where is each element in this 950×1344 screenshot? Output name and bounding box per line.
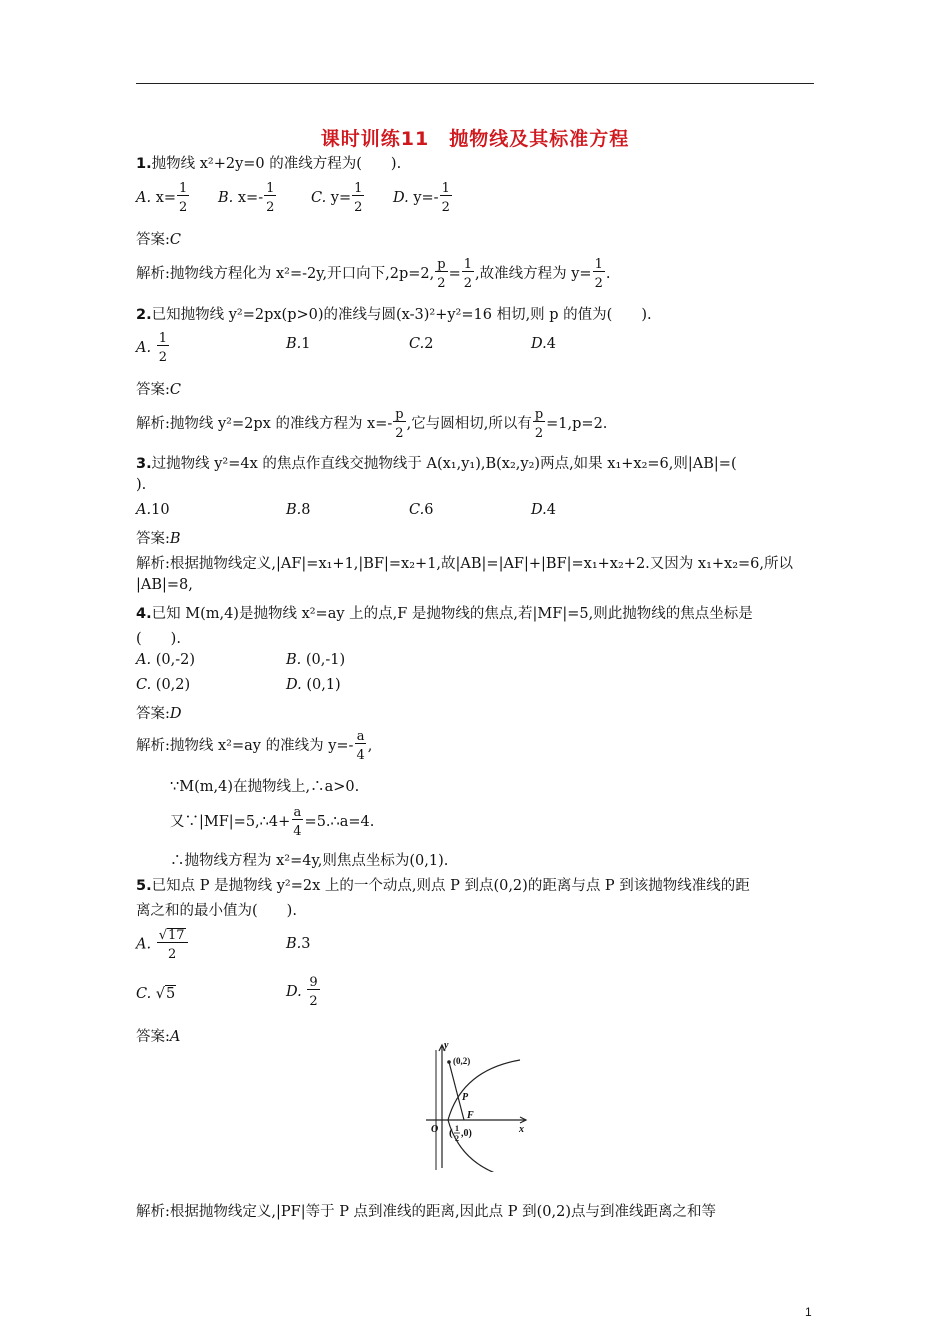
- f-label: F: [467, 1110, 474, 1121]
- q2-analysis: [136, 408, 607, 440]
- q2-answer: [136, 378, 181, 399]
- q3-option-a: [136, 502, 170, 518]
- frac-den: 2: [179, 200, 188, 215]
- option-text: 10: [151, 502, 170, 518]
- frac-num: a: [356, 729, 365, 744]
- analysis-frac: [462, 258, 474, 290]
- q1-option-d-letter: D.: [393, 190, 409, 206]
- frac-num: 1: [441, 181, 450, 196]
- frac-den: 2: [463, 276, 472, 291]
- q3-option-d: [531, 502, 556, 518]
- radicand: 17: [168, 928, 185, 943]
- frac-num: p: [437, 257, 446, 272]
- q2-option-d: [531, 336, 556, 352]
- answer-value: A: [169, 1029, 181, 1045]
- frac-num: a: [293, 805, 302, 820]
- q1-stem: 抛物线 x²+2y=0 的准线方程为( ).: [151, 156, 402, 172]
- q1-option-b-frac: [264, 182, 276, 214]
- q5-stem: 已知点 P 是抛物线 y²=2x 上的一个动点,则点 P 到点(0,2)的距离与点 P 到该抛物线准线的距: [151, 878, 750, 894]
- q4-stem: 已知 M(m,4)是抛物线 x²=ay 上的点,F 是抛物线的焦点,若|MF|=5,则此抛物线的焦点坐标是: [151, 606, 753, 622]
- option-frac: [157, 332, 169, 364]
- option-letter: A.: [136, 652, 152, 668]
- answer-value: C: [169, 382, 181, 398]
- analysis-text: =5.∴a=4.: [304, 814, 375, 830]
- q1-option-d-text: y=-: [413, 190, 439, 206]
- answer-value: B: [169, 531, 181, 547]
- q4-option-c: [136, 677, 190, 693]
- q5-option-a: [136, 928, 189, 961]
- option-letter: D.: [286, 677, 302, 693]
- analysis-text: =: [448, 266, 461, 282]
- option-text: (0,2): [155, 677, 191, 693]
- q1-option-a-text: x=: [155, 190, 177, 206]
- option-text: 2: [424, 336, 434, 352]
- q4-number: 4.: [136, 606, 152, 622]
- q2-number: 2.: [136, 307, 152, 323]
- q3-stem-line: [136, 452, 737, 473]
- frac-den: 4: [293, 824, 302, 839]
- analysis-text: 解析:抛物线 y²=2px 的准线方程为 x=-: [136, 416, 393, 432]
- option-text: 4: [546, 502, 556, 518]
- option-letter: B.: [286, 652, 302, 668]
- option-frac: [157, 928, 188, 961]
- option-letter: A.: [136, 936, 152, 953]
- frac-num: 1: [179, 181, 188, 196]
- q2-option-c: [409, 336, 433, 352]
- option-text: (0,-1): [305, 652, 346, 668]
- q5-option-d: [286, 976, 321, 1008]
- focus-tail: ,0): [461, 1128, 472, 1139]
- analysis-text: .: [605, 266, 611, 282]
- q1-option-c: [311, 182, 365, 214]
- option-letter: C.: [409, 502, 425, 518]
- q1-analysis: [136, 258, 610, 290]
- answer-value: C: [169, 232, 181, 248]
- page-title: 课时训练11 抛物线及其标准方程: [320, 128, 630, 150]
- p-label: P: [462, 1092, 469, 1103]
- q1-option-a-frac: [177, 182, 189, 214]
- frac-num: 9: [309, 975, 318, 990]
- frac-den: 2: [309, 994, 318, 1009]
- option-letter: A.: [136, 502, 152, 518]
- point-0-2: [447, 1060, 451, 1064]
- option-letter: B.: [286, 936, 302, 952]
- option-text: 3: [301, 936, 311, 952]
- q4-analysis-3: [170, 806, 374, 838]
- frac-num: 1: [158, 331, 167, 346]
- analysis-frac: [435, 258, 447, 290]
- q4-option-d: [286, 677, 341, 693]
- q5-stem-line: [136, 874, 750, 895]
- option-text: 6: [424, 502, 434, 518]
- frac-num: 1: [463, 257, 472, 272]
- frac-den: 2: [534, 426, 544, 441]
- frac-den: 2: [395, 426, 404, 441]
- frac-den: 2: [441, 200, 450, 215]
- option-letter: D.: [531, 336, 547, 352]
- q3-option-b: [286, 502, 311, 518]
- q1-option-b: [218, 182, 277, 214]
- frac-num: 1: [266, 181, 275, 196]
- q1-option-b-letter: B.: [218, 190, 234, 206]
- analysis-frac: [291, 806, 303, 838]
- q5-option-b: [286, 936, 311, 952]
- q4-stem-line2: ( ).: [136, 631, 181, 647]
- answer-label: 答案:: [136, 232, 170, 248]
- q1-number: 1.: [136, 156, 152, 172]
- page-number: 1: [805, 1305, 812, 1319]
- y-label: y: [444, 1040, 449, 1051]
- origin-label: O: [431, 1124, 439, 1135]
- frac-den: 2: [158, 350, 167, 365]
- focus-den: 2: [455, 1134, 459, 1143]
- option-letter: B.: [286, 502, 302, 518]
- parabola-figure: [422, 1040, 532, 1172]
- option-frac: [307, 976, 319, 1008]
- frac-den: 4: [356, 748, 365, 763]
- q1-option-c-letter: C.: [311, 190, 327, 206]
- answer-label: 答案:: [136, 531, 170, 547]
- answer-label: 答案:: [136, 706, 170, 722]
- option-text: (0,-2): [155, 652, 195, 668]
- parabola-curve: [448, 1060, 520, 1172]
- q1-option-c-frac: [352, 182, 364, 214]
- q4-option-b: [286, 652, 345, 668]
- q3-answer: [136, 527, 181, 548]
- frac-num: p: [534, 407, 544, 422]
- q3-number: 3.: [136, 456, 152, 472]
- q1-option-d: [393, 182, 453, 214]
- answer-label: 答案:: [136, 1029, 170, 1045]
- option-text: 8: [301, 502, 311, 518]
- header-rule: [136, 83, 814, 84]
- analysis-frac: [533, 408, 545, 440]
- frac-num: p: [395, 407, 404, 422]
- option-letter: D.: [286, 984, 302, 1000]
- q5-stem-line2: 离之和的最小值为( ).: [136, 903, 297, 919]
- frac-den: 2: [266, 200, 275, 215]
- frac-num: √17: [157, 928, 188, 943]
- answer-value: D: [169, 706, 182, 722]
- q4-stem-line: [136, 602, 753, 623]
- q3-analysis-1: 解析:根据抛物线定义,|AF|=x₁+1,|BF|=x₂+1,故|AB|=|AF|+|BF|=x₁+x₂+2.又因为 x₁+x₂=6,所以: [136, 556, 794, 572]
- q2-option-b: [286, 336, 311, 352]
- q4-analysis-4: ∴抛物线方程为 x²=4y,则焦点坐标为(0,1).: [170, 853, 449, 869]
- q1-option-a-letter: A.: [136, 190, 152, 206]
- analysis-frac: [393, 408, 405, 440]
- q1-option-d-frac: [440, 182, 452, 214]
- q4-analysis-2: ∵M(m,4)在抛物线上,∴a>0.: [170, 779, 360, 795]
- q2-stem-line: [136, 303, 652, 324]
- q2-option-a: [136, 332, 170, 364]
- q1-option-c-text: y=: [330, 190, 352, 206]
- point-label: (0,2): [453, 1056, 471, 1066]
- q1-option-a: [136, 182, 190, 214]
- frac-den: 2: [437, 276, 446, 291]
- option-letter: C.: [136, 677, 152, 693]
- analysis-frac: [593, 258, 605, 290]
- q3-stem-line2: ).: [136, 477, 147, 493]
- option-letter: C.: [136, 986, 152, 1002]
- q4-option-a: [136, 652, 195, 668]
- option-text: (0,1): [306, 677, 341, 693]
- frac-num: 1: [594, 257, 603, 272]
- q4-answer: [136, 702, 182, 723]
- q5-answer: [136, 1025, 180, 1046]
- q1-option-b-text: x=-: [237, 190, 264, 206]
- frac-den: 2: [167, 947, 177, 962]
- analysis-text: ,故准线方程为 y=: [475, 266, 592, 282]
- analysis-text: ,: [367, 738, 373, 754]
- option-letter: D.: [531, 502, 547, 518]
- option-letter: A.: [136, 340, 152, 356]
- analysis-text: 又∵|MF|=5,∴4+: [170, 814, 291, 830]
- q5-analysis: 解析:根据抛物线定义,|PF|等于 P 点到准线的距离,因此点 P 到(0,2)点与到准线距离之和等: [136, 1204, 717, 1220]
- option-letter: B.: [286, 336, 302, 352]
- q3-analysis-2: |AB|=8,: [136, 577, 193, 593]
- frac-num: 1: [354, 181, 363, 196]
- analysis-text: ,它与圆相切,所以有: [406, 416, 532, 432]
- analysis-text: 解析:抛物线方程化为 x²=-2y,开口向下,2p=2,: [136, 266, 435, 282]
- radicand: 5: [166, 986, 176, 1002]
- q2-stem: 已知抛物线 y²=2px(p>0)的准线与圆(x-3)²+y²=16 相切,则 p 的值为( ).: [151, 307, 652, 323]
- analysis-frac: [354, 730, 366, 762]
- q3-option-c: [409, 502, 433, 518]
- q5-number: 5.: [136, 878, 152, 894]
- option-letter: C.: [409, 336, 425, 352]
- frac-den: 2: [594, 276, 603, 291]
- q1-stem-line: [136, 152, 401, 173]
- analysis-text: =1,p=2.: [546, 416, 608, 432]
- answer-label: 答案:: [136, 382, 170, 398]
- q4-analysis-1: [136, 730, 372, 762]
- option-text: 1: [301, 336, 311, 352]
- option-text: 4: [546, 336, 556, 352]
- focus-open-paren: (: [449, 1127, 453, 1139]
- q5-option-c: C. √5: [136, 986, 176, 1002]
- analysis-text: 解析:抛物线 x²=ay 的准线为 y=-: [136, 738, 354, 754]
- frac-den: 2: [354, 200, 363, 215]
- q3-stem: 过抛物线 y²=4x 的焦点作直线交抛物线于 A(x₁,y₁),B(x₂,y₂)两点,如果 x₁+x₂=6,则|AB|=(: [151, 456, 737, 472]
- focus-num: 1: [455, 1124, 459, 1133]
- q1-answer: [136, 228, 181, 249]
- x-label: x: [519, 1124, 524, 1135]
